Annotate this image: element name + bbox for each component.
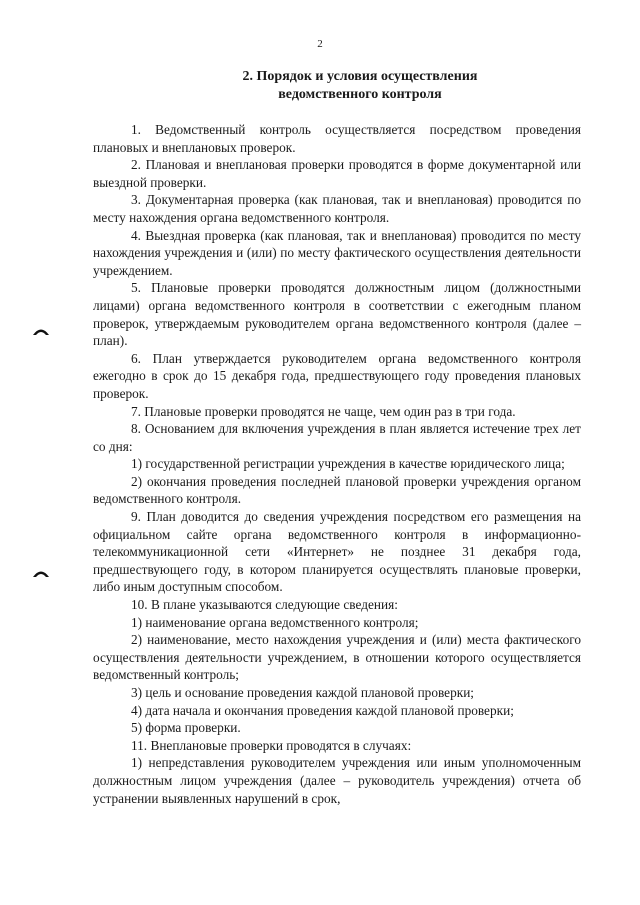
page-number: 2 <box>317 38 323 50</box>
section-title <box>160 68 560 104</box>
document-body <box>93 121 581 807</box>
paragraph: 1) наименование органа ведомственного контроля; <box>131 614 419 630</box>
paragraph: 2. Плановая и внеплановая проверки проводятся в форме документарной или выездной проверки. <box>93 157 581 190</box>
paragraph: 4. Выездная проверка (как плановая, так и внеплановая) проводится по месту нахождения учреждения и (или) по месту фактического осуществления деятельности учреждением. <box>93 227 581 278</box>
section-title-line2: ведомственного контроля <box>278 87 442 102</box>
binding-hole-mark <box>32 568 50 578</box>
paragraph: 3) цель и основание проведения каждой плановой проверки; <box>131 685 474 700</box>
paragraph: 1. Ведомственный контроль осуществляется посредством проведения плановых и внеплановых проверок. <box>93 122 581 155</box>
paragraph: 6. План утверждается руководителем органа ведомственного контроля ежегодно в срок до 15 декабря года, предшествующего году проведения плановых проверок. <box>93 350 581 401</box>
paragraph: 1) государственной регистрации учреждения в качестве юридического лица; <box>131 456 565 472</box>
paragraph: 2) окончания проведения последней плановой проверки учреждения органом ведомственного контроля. <box>93 473 581 507</box>
paragraph: 10. В плане указываются следующие сведения: <box>131 597 398 613</box>
paragraph: 11. Внеплановые проверки проводятся в случаях: <box>131 737 412 753</box>
paragraph: 1) непредставления руководителем учреждения или иным уполномоченным должностным лицом учреждения (далее – руководитель учреждения) отчета об устранении выявленных нарушений в срок, <box>93 755 581 806</box>
paragraph: 9. План доводится до сведения учреждения посредством его размещения на официальном сайте органа ведомственного контроля в информационно-телекоммуникационной сети «Интернет» не позднее 31 декабря года, предшествующего году, в котором планируется осуществлять плановые проверки, либо иным доступным способом. <box>93 509 581 595</box>
paragraph: 5) форма проверки. <box>131 720 241 736</box>
paragraph: 4) дата начала и окончания проведения каждой плановой проверки; <box>131 702 514 718</box>
paragraph: 5. Плановые проверки проводятся должностным лицом (должностными лицами) органа ведомственного контроля в соответствии с ежегодным планом проверок, утверждаемым руководителем органа ведомственного контроля (далее – план). <box>93 280 581 349</box>
section-title-line1: 2. Порядок и условия осуществления <box>242 69 478 84</box>
paragraph: 3. Документарная проверка (как плановая, так и внеплановая) проводится по месту нахождения органа ведомственного контроля. <box>93 192 581 225</box>
binding-hole-mark <box>32 326 50 336</box>
paragraph: 8. Основанием для включения учреждения в план является истечение трех лет со дня: <box>93 421 581 454</box>
paragraph: 7. Плановые проверки проводятся не чаще, чем один раз в три года. <box>131 403 516 419</box>
paragraph: 2) наименование, место нахождения учреждения и (или) места фактического осуществления деятельности учреждением, в отношении которого осуществляется ведомственный контроль; <box>93 632 581 683</box>
